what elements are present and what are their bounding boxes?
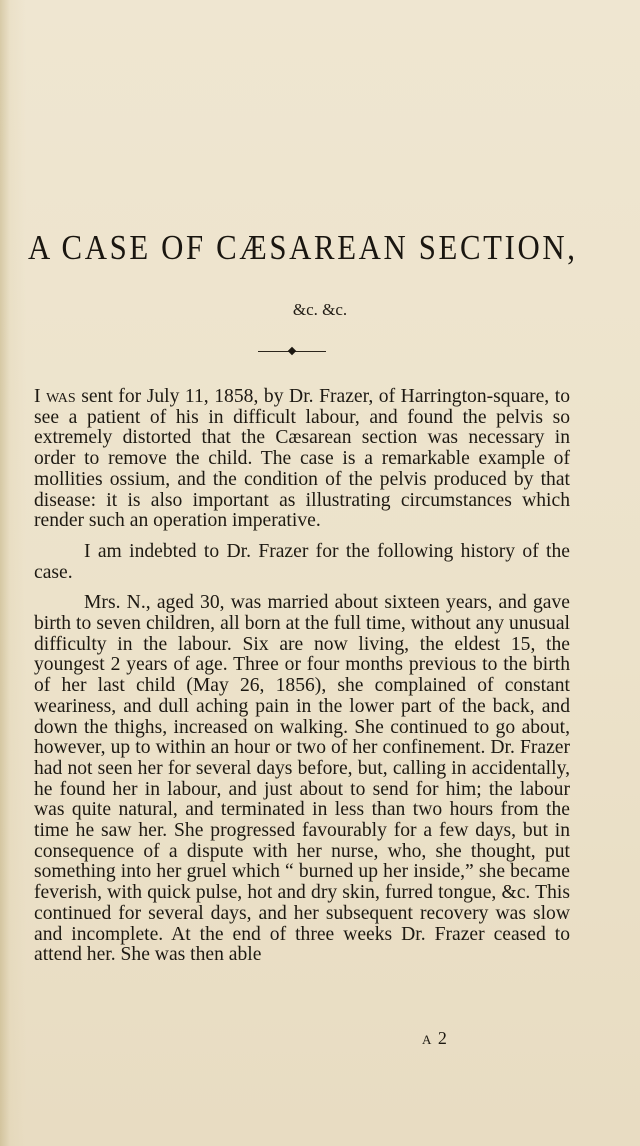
paragraph-2: I am indebted to Dr. Frazer for the following history of the case. (34, 540, 570, 583)
subtitle: &c. &c. (292, 300, 348, 319)
paragraph-text: sent for July 11, 1858, by Dr. Frazer, of Harrington-square, to see a patient of his in difficult labour, and found the pelvis so extremely distorted that the Cæsarean section was necessary in order to remove the child. The case is a remarkable example of mollities ossium, and the condition of the pelvis produced by that disease: it is also important as illustrating circumstances which render such an operation imperative. (34, 386, 570, 532)
chapter-title: A CASE OF CÆSAREAN SECTION, (28, 228, 578, 267)
signature-mark: a 2 (422, 1028, 448, 1048)
paragraph-lead: I was (34, 386, 76, 407)
diamond-ornament-icon (288, 347, 296, 355)
paragraph-3: Mrs. N., aged 30, was married about sixteen years, and gave birth to seven children, all born at the full time, without any unusual difficulty in the labour. Six are now living, the eldest 15, the youngest 2 years of age. Three or four months previous to the birth of her last child (May 26, 1856), she complained of constant weariness, and dull aching pain in the lower part of the back, and down the thighs, increased on walking. She continued to go about, however, up to within an hour or two of her confinement. Dr. Frazer had not seen her for several days before, but, calling in accidentally, he found her in labour, and just about to send for him; the labour was quite natural, and terminated in less than two hours from the time he saw her. She progressed favourably for a few days, but in consequence of a dispute with her nurse, who, she thought, put something into her gruel which “ burned up her inside,” she became feverish, with quick pulse, hot and dry skin, furred tongue, &c. This continued for several days, and her subsequent recovery was slow and incomplete. At the end of three weeks Dr. Frazer ceased to attend her. She was then able (34, 592, 570, 966)
ornamental-rule (258, 346, 326, 356)
paragraph-1 (34, 387, 570, 532)
body-text (34, 387, 570, 966)
